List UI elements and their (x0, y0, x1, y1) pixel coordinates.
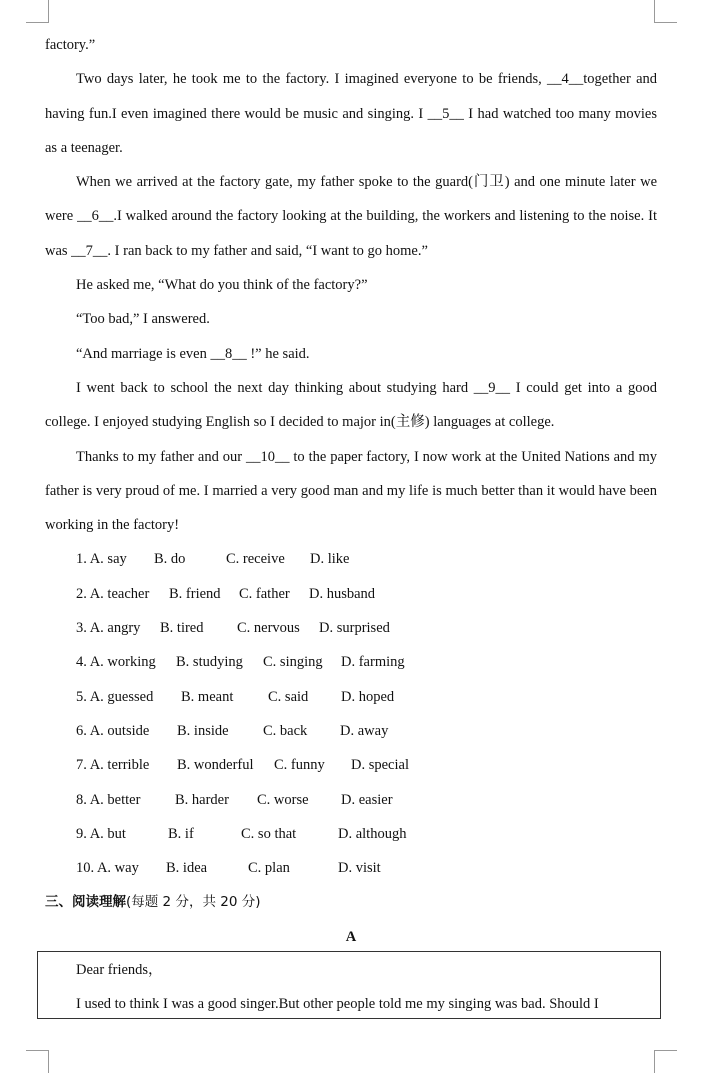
option-d: D. visit (338, 860, 381, 877)
question-row (45, 851, 657, 885)
option-c: C. funny (274, 757, 325, 774)
letter-greeting: Dear friends， (76, 962, 163, 978)
question-row (45, 714, 657, 748)
passage-paragraph-2: When we arrived at the factory gate, my father spoke to the guard(门卫) and one minute later we were __6__.I walked around the factory looking at the building, the workers and listening to the noise. It was __7__. I ran back to my father and said, “I want to go home.” (45, 174, 657, 259)
passage-paragraph-4: “Too bad,” I answered. (76, 311, 210, 328)
corner-mark-top-left (26, 0, 49, 23)
letter-line: I used to think I was a good singer.But other people told me my singing was bad. Should I (76, 996, 599, 1012)
option-a: 3. A. angry (76, 620, 141, 637)
option-b: B. inside (177, 722, 229, 739)
section-title: 三、阅读理解 (45, 894, 126, 911)
option-d: D. special (351, 757, 409, 774)
question-list (45, 542, 657, 885)
option-d: D. easier (341, 791, 393, 808)
option-a: 9. A. but (76, 825, 126, 842)
option-a: 2. A. teacher (76, 585, 150, 602)
question-row (45, 645, 657, 679)
question-row (45, 542, 657, 576)
passage-fragment: factory.” (45, 37, 96, 53)
option-a: 5. A. guessed (76, 688, 154, 705)
option-c: C. so that (241, 825, 297, 842)
option-c: C. back (263, 722, 308, 739)
question-row (45, 748, 657, 782)
option-a: 8. A. better (76, 791, 141, 808)
option-b: B. do (154, 551, 186, 568)
passage-paragraph-1: Two days later, he took me to the factory. I imagined everyone to be friends, __4__together and having fun.I even imagined there would be music and singing. I __5__ I had watched too many movies as a teenager. (45, 71, 657, 156)
letter-box (37, 951, 661, 1019)
option-b: B. tired (160, 620, 204, 637)
option-a: 6. A. outside (76, 722, 150, 739)
option-c: C. plan (248, 860, 290, 877)
option-a: 10. A. way (76, 860, 139, 877)
option-d: D. although (338, 825, 407, 842)
passage-paragraph-3: He asked me, “What do you think of the factory?” (76, 277, 368, 294)
question-row (45, 817, 657, 851)
corner-mark-bottom-left (26, 1050, 49, 1073)
document-page (45, 28, 657, 954)
corner-mark-top-right (654, 0, 677, 23)
corner-mark-bottom-right (654, 1050, 677, 1073)
option-c: C. nervous (237, 620, 300, 637)
option-d: D. farming (341, 654, 405, 671)
option-d: D. husband (309, 585, 376, 602)
passage-paragraph-7: Thanks to my father and our __10__ to the paper factory, I now work at the United Nations and my father is very proud of me. I married a very good man and my life is much better than it would have been working in the factory! (45, 448, 657, 534)
part-label: A (345, 928, 357, 945)
option-c: C. said (268, 688, 309, 705)
option-b: B. harder (175, 791, 229, 808)
option-b: B. if (168, 825, 194, 842)
passage-paragraph-5: “And marriage is even __8__ !” he said. (76, 345, 310, 362)
option-d: D. hoped (341, 688, 395, 705)
option-b: B. meant (181, 688, 234, 705)
option-b: B. idea (166, 860, 208, 877)
option-d: D. away (340, 722, 389, 739)
question-row (45, 611, 657, 645)
question-row (45, 577, 657, 611)
option-d: D. like (310, 551, 350, 568)
question-row (45, 680, 657, 714)
section-heading (45, 885, 657, 919)
option-b: B. friend (169, 585, 221, 602)
option-a: 4. A. working (76, 654, 156, 671)
option-b: B. wonderful (177, 757, 254, 774)
question-row (45, 783, 657, 817)
option-a: 7. A. terrible (76, 757, 150, 774)
option-d: D. surprised (319, 620, 390, 637)
option-c: C. receive (226, 551, 285, 568)
option-a: 1. A. say (76, 551, 127, 568)
option-c: C. worse (257, 791, 309, 808)
option-b: B. studying (176, 654, 243, 671)
option-c: C. father (239, 585, 290, 602)
section-note: (每题 2 分，共 20 分) (126, 894, 261, 911)
passage-paragraph-6: I went back to school the next day thinking about studying hard __9__ I could get into a good college. I enjoyed studying English so I decided to major in(主修) languages at college. (45, 379, 657, 431)
option-c: C. singing (263, 654, 323, 671)
